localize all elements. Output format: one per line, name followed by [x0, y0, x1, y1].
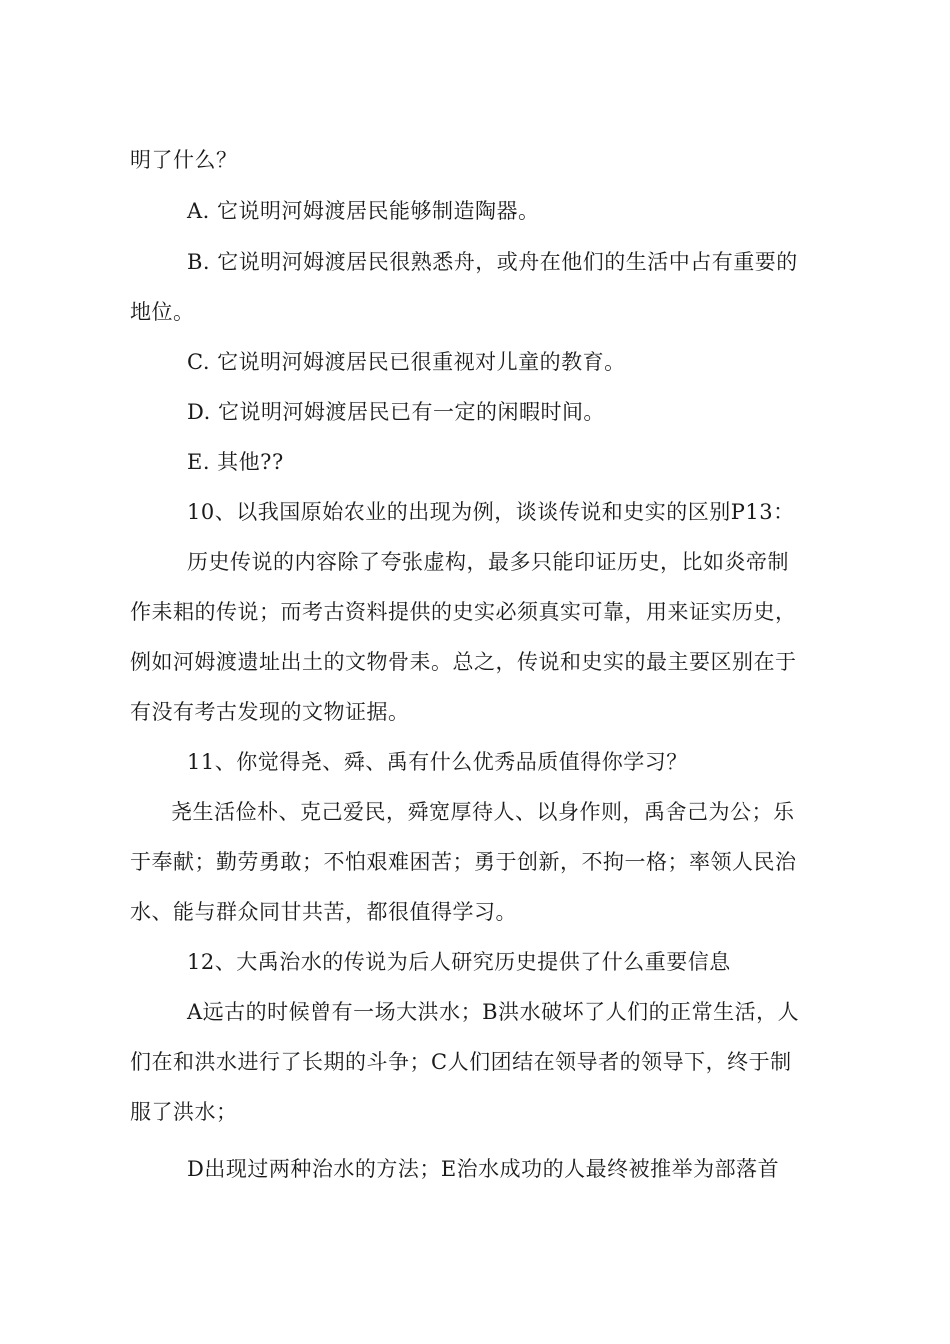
answer-10-line-4: 有没有考古发现的文物证据。	[130, 700, 410, 724]
answer-12-line-1: A远古的时候曾有一场大洪水；B洪水破坏了人们的正常生活，人	[187, 1000, 800, 1024]
option-d: D. 它说明河姆渡居民已有一定的闲暇时间。	[187, 400, 605, 424]
option-a: A. 它说明河姆渡居民能够制造陶器。	[187, 199, 540, 223]
question-11: 11、你觉得尧、舜、禹有什么优秀品质值得你学习？	[187, 750, 688, 774]
answer-11-line-1: 尧生活俭朴、克己爱民，舜宽厚待人、以身作则，禹舍己为公；乐	[171, 800, 795, 824]
answer-12-line-4: D出现过两种治水的方法；E治水成功的人最终被推举为部落首	[187, 1157, 780, 1181]
question-10: 10、以我国原始农业的出现为例，谈谈传说和史实的区别P13：	[187, 500, 795, 524]
option-b-continuation: 地位。	[130, 300, 195, 324]
answer-12-line-3: 服了洪水；	[130, 1100, 238, 1124]
answer-10-line-3: 例如河姆渡遗址出土的文物骨耒。总之，传说和史实的最主要区别在于	[130, 650, 797, 674]
answer-11-line-3: 水、能与群众同甘共苦，都很值得学习。	[130, 900, 517, 924]
question-continuation: 明了什么？	[130, 148, 238, 172]
option-c: C. 它说明河姆渡居民已很重视对儿童的教育。	[187, 350, 626, 374]
option-e: E. 其他??	[187, 450, 284, 474]
answer-10-line-2: 作耒耜的传说；而考古资料提供的史实必须真实可靠，用来证实历史，	[130, 600, 797, 624]
question-12: 12、大禹治水的传说为后人研究历史提供了什么重要信息	[187, 950, 731, 974]
answer-11-line-2: 于奉献；勤劳勇敢；不怕艰难困苦；勇于创新，不拘一格；率领人民治	[130, 850, 797, 874]
answer-12-line-2: 们在和洪水进行了长期的斗争；C人们团结在领导者的领导下，终于制	[130, 1050, 792, 1074]
option-b: B. 它说明河姆渡居民很熟悉舟，或舟在他们的生活中占有重要的	[187, 250, 798, 274]
answer-10-line-1: 历史传说的内容除了夸张虚构，最多只能印证历史，比如炎帝制	[187, 550, 789, 574]
